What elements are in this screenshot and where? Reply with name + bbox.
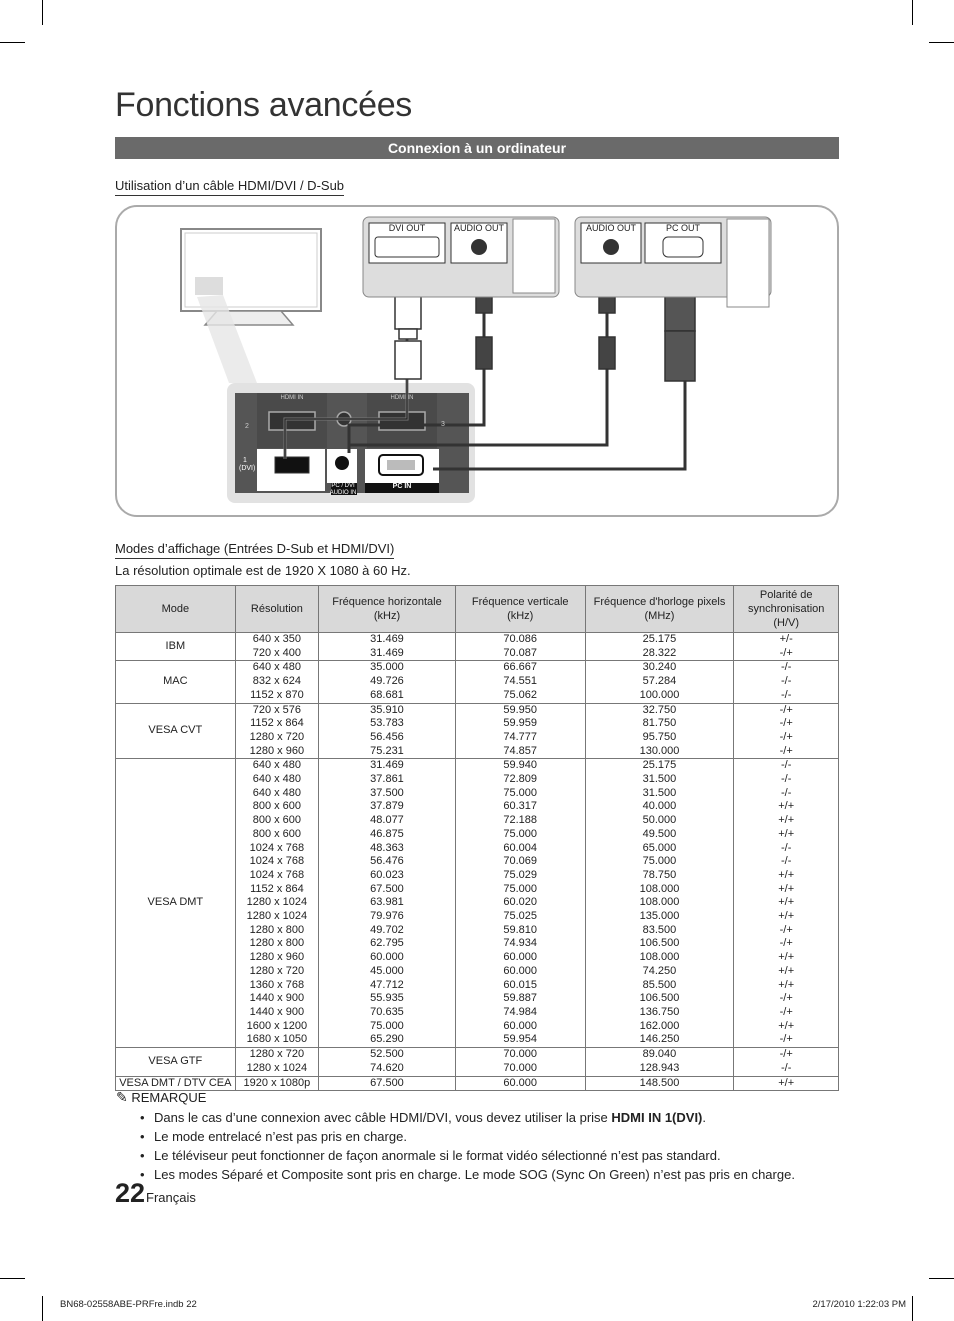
mode-cell: VESA GTF xyxy=(116,1048,236,1076)
polarity-cell: -/- -/- -/- +/+ +/+ +/+ -/- -/- +/+ +/+ +/+ +/+ -/+ -/+ +/+ +/+ +/+ -/+ -/+ +/+ -/+ xyxy=(734,759,839,1048)
polarity-cell: -/+ -/+ -/+ -/+ xyxy=(734,703,839,759)
mode-cell: IBM xyxy=(116,633,236,661)
pc2-audio-out-label: AUDIO OUT xyxy=(585,223,636,233)
header-mode: Mode xyxy=(116,586,236,633)
table-header-row xyxy=(116,586,839,633)
clock-cell: 25.175 31.500 31.500 40.000 50.000 49.500 65.000 75.000 78.750 108.000 108.000 135.000 83.500 106.500 108.000 74.250 85.500 106.500 136.750 162.000 146.250 xyxy=(585,759,734,1048)
header-clock: Fréquence d'horloge pixels (MHz) xyxy=(585,586,734,633)
vfreq-cell: 59.940 72.809 75.000 60.317 72.188 75.000 60.004 70.069 75.029 75.000 60.020 75.025 59.810 74.934 60.000 60.000 60.015 59.887 74.984 60.000 59.954 xyxy=(455,759,585,1048)
tv-audio-in-label-1: PC / DVI xyxy=(331,483,355,489)
mode-cell: VESA CVT xyxy=(116,703,236,759)
footer-timestamp: 2/17/2010 1:22:03 PM xyxy=(812,1299,906,1310)
note-bold-text: HDMI IN 1(DVI) xyxy=(611,1110,703,1125)
table-row xyxy=(116,1048,839,1076)
note-text: Le mode entrelacé n’est pas pris en charge. xyxy=(154,1129,407,1144)
hfreq-cell: 35.000 49.726 68.681 xyxy=(319,661,456,703)
tv-port-2-label: 2 xyxy=(245,423,249,430)
cable-subtitle: Utilisation d’un câble HDMI/DVI / D-Sub xyxy=(115,178,344,196)
clock-cell: 25.175 28.322 xyxy=(585,633,734,661)
crop-mark xyxy=(0,1278,25,1279)
header-polarity: Polarité de synchronisation (H/V) xyxy=(734,586,839,633)
crop-mark xyxy=(42,0,43,25)
hfreq-cell: 67.500 xyxy=(319,1076,456,1091)
resolution-cell: 640 x 480 832 x 624 1152 x 870 xyxy=(235,661,318,703)
page-number: 22 xyxy=(115,1178,146,1208)
note-heading xyxy=(116,1089,206,1106)
pencil-icon: ✎ xyxy=(116,1089,128,1105)
page-title: Fonctions avancées xyxy=(115,86,412,124)
mode-cell: MAC xyxy=(116,661,236,703)
header-hfreq: Fréquence horizontale (kHz) xyxy=(319,586,456,633)
pc1-dvi-out-label: DVI OUT xyxy=(388,223,426,233)
pc1-audio-out-label: AUDIO OUT xyxy=(453,223,504,233)
mode-cell: VESA DMT xyxy=(116,759,236,1048)
connection-diagram xyxy=(115,205,839,517)
resolution-cell: 1920 x 1080p xyxy=(235,1076,318,1091)
modes-subtitle: Modes d’affichage (Entrées D-Sub et HDMI/DVI) xyxy=(115,541,394,559)
resolution-cell: 640 x 350 720 x 400 xyxy=(235,633,318,661)
tv-pc-in-label: PC IN xyxy=(392,483,412,490)
vfreq-cell: 60.000 xyxy=(455,1076,585,1091)
table-row xyxy=(116,759,839,1048)
section-title: Connexion à un ordinateur xyxy=(115,137,839,159)
polarity-cell: +/+ xyxy=(734,1076,839,1091)
display-modes-table xyxy=(115,585,839,1091)
polarity-cell: -/+ -/- xyxy=(734,1048,839,1076)
hfreq-cell: 31.469 37.861 37.500 37.879 48.077 46.875 48.363 56.476 60.023 67.500 63.981 79.976 49.702 62.795 60.000 45.000 47.712 55.935 70.635 75.000 65.290 xyxy=(319,759,456,1048)
tv-audio-in-label-2: AUDIO IN xyxy=(329,490,357,496)
vfreq-cell: 59.950 59.959 74.777 74.857 xyxy=(455,703,585,759)
resolution-cell: 640 x 480 640 x 480 640 x 480 800 x 600 800 x 600 800 x 600 1024 x 768 1024 x 768 1024 x 768 1152 x 864 1280 x 1024 1280 x 1024 1280 x 800 1280 x 800 1280 x 960 1280 x 720 1360 x 768 1440 x 900 1440 x 900 1600 x 1200 1680 x 1050 xyxy=(235,759,318,1048)
clock-cell: 30.240 57.284 100.000 xyxy=(585,661,734,703)
crop-mark xyxy=(929,1278,954,1279)
connection-diagram-svg xyxy=(117,207,837,515)
optimal-resolution-text: La résolution optimale est de 1920 X 1080 à 60 Hz. xyxy=(115,563,411,578)
vfreq-cell: 66.667 74.551 75.062 xyxy=(455,661,585,703)
header-resolution: Résolution xyxy=(235,586,318,633)
list-item xyxy=(140,1130,840,1144)
clock-cell: 148.500 xyxy=(585,1076,734,1091)
crop-mark xyxy=(912,0,913,25)
clock-cell: 89.040 128.943 xyxy=(585,1048,734,1076)
vfreq-cell: 70.086 70.087 xyxy=(455,633,585,661)
tv-icon xyxy=(181,229,321,383)
mode-cell: VESA DMT / DTV CEA xyxy=(116,1076,236,1091)
note-title: REMARQUE xyxy=(131,1090,207,1105)
list-item xyxy=(140,1111,840,1125)
notes-list xyxy=(140,1111,840,1187)
list-item xyxy=(140,1149,840,1163)
hfreq-cell: 35.910 53.783 56.456 75.231 xyxy=(319,703,456,759)
tv-port-dvi-label: (DVI) xyxy=(239,465,256,472)
crop-mark xyxy=(0,42,25,43)
crop-mark xyxy=(929,42,954,43)
clock-cell: 32.750 81.750 95.750 130.000 xyxy=(585,703,734,759)
pc2-pc-out-label: PC OUT xyxy=(665,223,700,233)
hfreq-cell: 31.469 31.469 xyxy=(319,633,456,661)
polarity-cell: +/- -/+ xyxy=(734,633,839,661)
table-row xyxy=(116,703,839,759)
tv-port-3-label: 3 xyxy=(441,421,445,428)
vfreq-cell: 70.000 70.000 xyxy=(455,1048,585,1076)
polarity-cell: -/- -/- -/- xyxy=(734,661,839,703)
resolution-cell: 1280 x 720 1280 x 1024 xyxy=(235,1048,318,1076)
header-vfreq: Fréquence verticale (kHz) xyxy=(455,586,585,633)
hfreq-cell: 52.500 74.620 xyxy=(319,1048,456,1076)
note-text: Le téléviseur peut fonctionner de façon anormale si le format vidéo sélectionné n’est pas standard. xyxy=(154,1148,721,1163)
list-item xyxy=(140,1168,840,1182)
crop-mark xyxy=(42,1296,43,1321)
tv-port-1-label: 1 xyxy=(243,457,247,464)
table-row xyxy=(116,1076,839,1091)
page-language: Français xyxy=(146,1190,196,1205)
note-text: Dans le cas d’une connexion avec câble HDMI/DVI, vous devez utiliser la prise xyxy=(154,1110,612,1125)
crop-mark xyxy=(912,1296,913,1321)
tv-hdmi-in-label-left: HDMI IN xyxy=(280,395,304,401)
note-tail: . xyxy=(702,1110,707,1125)
tv-hdmi-in-label-right: HDMI IN xyxy=(390,395,414,401)
resolution-cell: 720 x 576 1152 x 864 1280 x 720 1280 x 960 xyxy=(235,703,318,759)
footer-file-name: BN68-02558ABE-PRFre.indb 22 xyxy=(60,1299,197,1310)
note-text: Les modes Séparé et Composite sont pris en charge. Le mode SOG (Sync On Green) n’est pas pris en charge. xyxy=(154,1167,795,1182)
table-row xyxy=(116,633,839,661)
table-row xyxy=(116,661,839,703)
